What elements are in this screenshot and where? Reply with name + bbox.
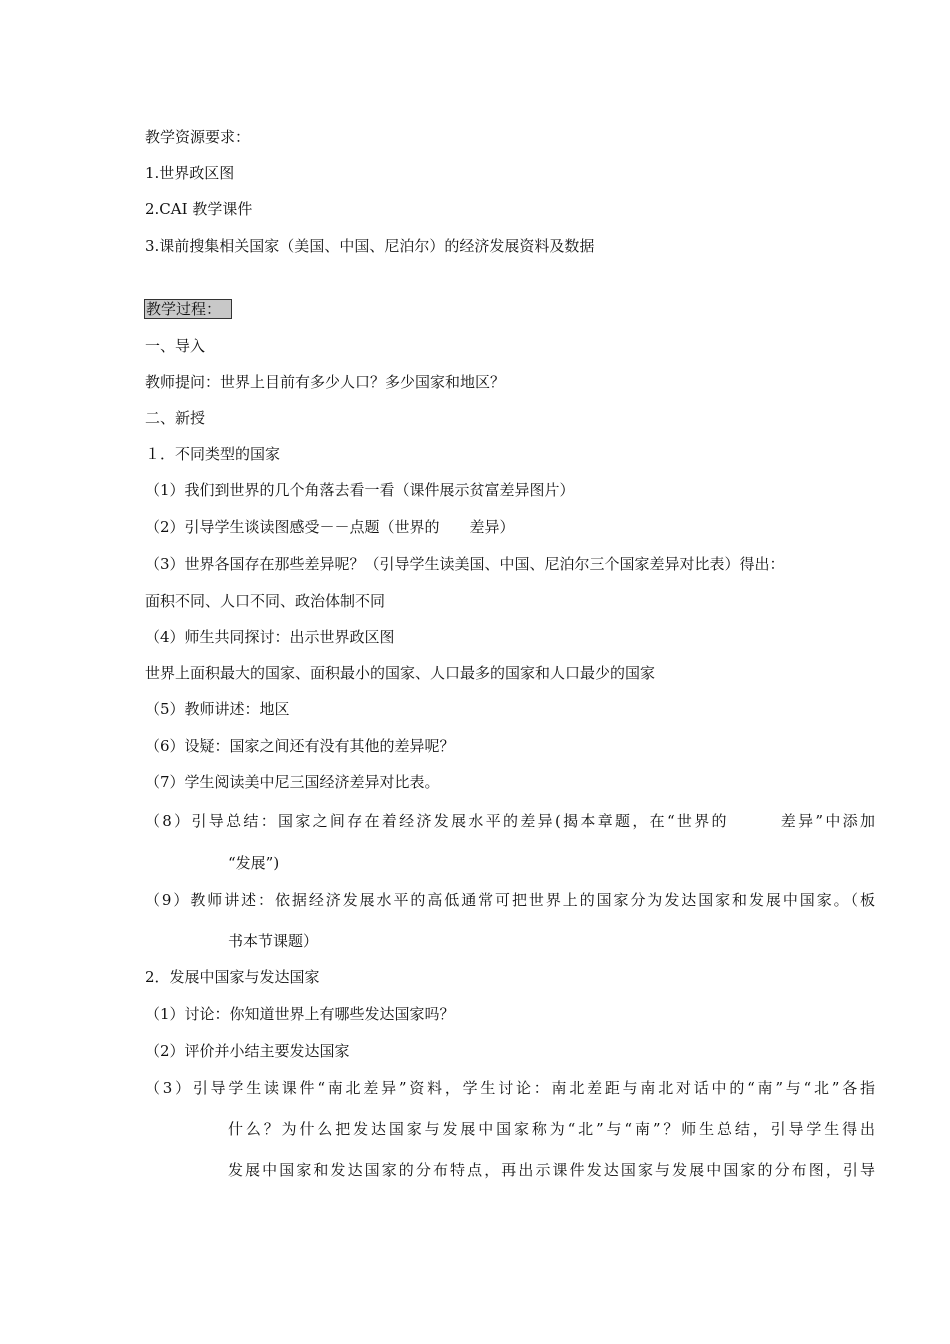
step-4-detail: 世界上面积最大的国家、面积最小的国家、人口最多的国家和人口最少的国家 <box>145 664 656 682</box>
intro-text: 教师提问：世界上目前有多少人口？多少国家和地区？ <box>145 373 506 391</box>
step-3-result: 面积不同、人口不同、政治体制不同 <box>145 592 386 610</box>
new-lesson-title: 二、新授 <box>145 409 206 427</box>
process-heading: 教学过程： <box>144 299 232 319</box>
step-8-continued: “发展”) <box>228 854 280 872</box>
resource-item: 3.课前搜集相关国家（美国、中国、尼泊尔）的经济发展资料及数据 <box>145 237 595 255</box>
step-1: （1）我们到世界的几个角落去看一看（课件展示贫富差异图片） <box>145 481 575 499</box>
section1-title: １．不同类型的国家 <box>145 445 281 463</box>
section2-step-3-line2: 什么？为什么把发达国家与发展中国家称为“北”与“南”？师生总结，引导学生得出 <box>228 1120 875 1138</box>
step-2: （2）引导学生谈读图感受－－点题（世界的 差异） <box>145 518 515 536</box>
step-9-continued: 书本节课题） <box>228 932 319 950</box>
step-3: （3）世界各国存在那些差异呢？（引导学生读美国、中国、尼泊尔三个国家差异对比表）得出： <box>145 555 785 573</box>
step-9: （9）教师讲述：依据经济发展水平的高低通常可把世界上的国家分为发达国家和发展中国家。（板 <box>145 891 875 909</box>
resources-heading: 教学资源要求： <box>145 128 251 146</box>
section2-title: 2．发展中国家与发达国家 <box>145 968 320 986</box>
resource-item: 1.世界政区图 <box>145 164 235 182</box>
section2-step-1: （1）讨论：你知道世界上有哪些发达国家吗？ <box>145 1005 455 1023</box>
section2-step-3-line3: 发展中国家和发达国家的分布特点，再出示课件发达国家与发展中国家的分布图，引导 <box>228 1161 875 1179</box>
step-4: （4）师生共同探讨：出示世界政区图 <box>145 628 395 646</box>
resource-item: 2.CAI 教学课件 <box>145 200 253 218</box>
step-7: （7）学生阅读美中尼三国经济差异对比表。 <box>145 773 440 791</box>
step-5: （5）教师讲述：地区 <box>145 700 290 718</box>
step-8: （8）引导总结：国家之间存在着经济发展水平的差异(揭本章题，在“世界的 差异”中添加 <box>145 812 875 830</box>
section2-step-2: （2）评价并小结主要发达国家 <box>145 1042 350 1060</box>
intro-title: 一、导入 <box>145 337 206 355</box>
step-6: （6）设疑：国家之间还有没有其他的差异呢？ <box>145 737 455 755</box>
section2-step-3: （3）引导学生读课件“南北差异”资料，学生讨论：南北差距与南北对话中的“南”与“北”各指 <box>145 1079 875 1097</box>
